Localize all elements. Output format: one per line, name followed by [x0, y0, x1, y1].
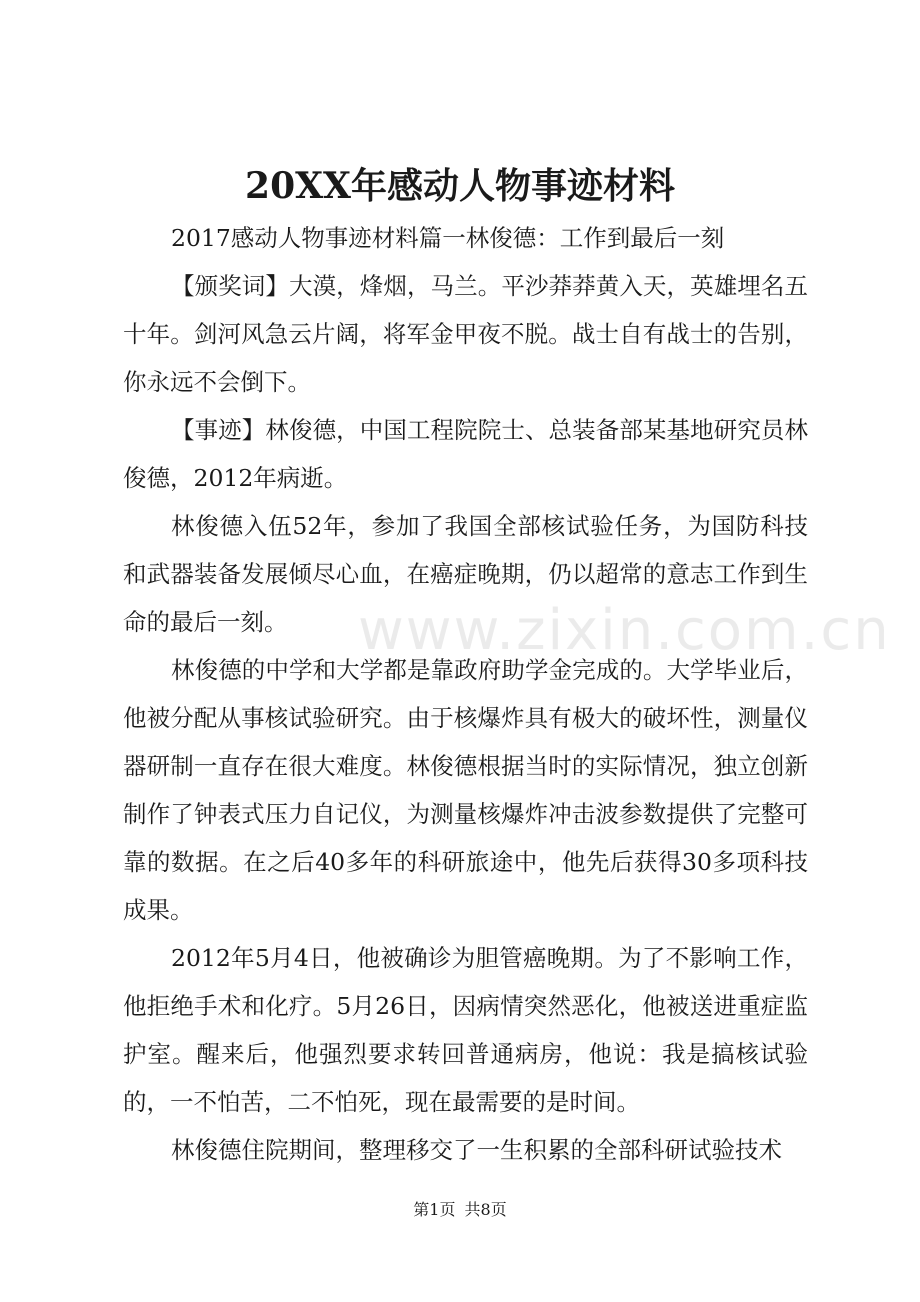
page-number: 第1页 [413, 1200, 456, 1219]
paragraph-award-words: 【颁奖词】大漠，烽烟，马兰。平沙莽莽黄入天，英雄埋名五十年。剑河风急云片阔，将军金甲夜不脱。战士自有战士的告别，你永远不会倒下。 [123, 272, 808, 396]
document-subtitle: 2017感动人物事迹材料篇一林俊德：工作到最后一刻 [171, 224, 725, 252]
page-total: 共8页 [464, 1200, 507, 1219]
paragraph-hospital: 林俊德住院期间，整理移交了一生积累的全部科研试验技术 [171, 1136, 782, 1164]
document-title: 20XX年感动人物事迹材料 [245, 165, 675, 207]
paragraph-illness: 2012年5月4日，他被确诊为胆管癌晚期。为了不影响工作，他拒绝手术和化疗。5月26日，因病情突然恶化，他被送进重症监护室。醒来后，他强烈要求转回普通病房，他说：我是搞核试验的，一不怕苦，二不怕死，现在最需要的是时间。 [123, 944, 808, 1116]
paragraph-deeds-intro: 【事迹】林俊德，中国工程院院士、总装备部某基地研究员林俊德，2012年病逝。 [123, 416, 808, 492]
page-footer [0, 1198, 920, 1222]
document-body [123, 214, 808, 1174]
watermark: www.zixin.com.cn [358, 598, 891, 663]
paragraph-education-research: 林俊德的中学和大学都是靠政府助学金完成的。大学毕业后，他被分配从事核试验研究。由于核爆炸具有极大的破坏性，测量仪器研制一直存在很大难度。林俊德根据当时的实际情况，独立创新制作了钟表式压力自记仪，为测量核爆炸冲击波参数提供了完整可靠的数据。在之后40多年的科研旅途中，他先后获得30多项科技成果。 [123, 656, 808, 924]
paragraph-service: 林俊德入伍52年，参加了我国全部核试验任务，为国防科技和武器装备发展倾尽心血，在癌症晚期，仍以超常的意志工作到生命的最后一刻。 [123, 512, 808, 636]
